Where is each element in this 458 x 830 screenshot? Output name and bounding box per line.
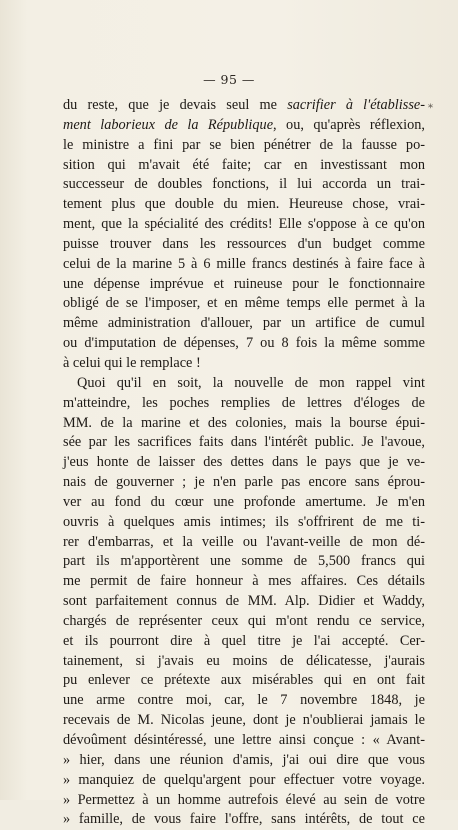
text-line: chargés de représenter ceux qui m'ont rendu ce service, [63, 612, 425, 629]
text-line: ver au fond du cœur une profonde amertume. Je m'en [63, 493, 425, 510]
text-line: sition qui m'avait été faite; car en investissant mon [63, 156, 425, 173]
text-line: m'atteindre, les poches remplies de lettres d'éloges de [63, 394, 425, 411]
text-line: à celui qui le remplace ! [63, 354, 201, 371]
text-line: j'eus honte de laisser des dettes dans le pays que je ve- [63, 454, 425, 471]
text-line: et ils pourront dire à quel titre je l'ai accepté. Cer- [63, 632, 425, 649]
text-line: MM. de la marine et des colonies, mais la bourse épui- [63, 414, 425, 431]
text-line: recevais de M. Nicolas jeune, dont je n'oublierai jamais le [63, 712, 425, 729]
text-line: sont parfaitement connus de MM. Alp. Didier et Waddy, [63, 593, 425, 610]
text-line: obligé de se l'imposer, et en même temps elle permet à la [63, 295, 425, 312]
text-line: successeur de doubles fonctions, il lui accorda un trai- [63, 176, 425, 193]
text-line: puisse trouver dans les ressources d'un budget comme [63, 235, 425, 252]
text-line: même administration d'allouer, par un artifice de cumul [63, 315, 425, 332]
text-line: du reste, que je devais seul me sacrifier à l'établisse- [63, 97, 425, 113]
text-line: part ils m'apportèrent une somme de 5,500 francs qui [63, 553, 425, 570]
text-line: ouvris à quelques amis intimes; ils s'offrirent de me ti- [63, 513, 425, 530]
text-line: le ministre a fini par se bien pénétrer de la fausse po- [63, 136, 425, 153]
text-line: sée par les sacrifices faits dans l'intérêt public. Je l'avoue, [63, 434, 425, 451]
text-line: » hier, dans une réunion d'amis, j'ai oui dire que vous [63, 751, 425, 768]
text-line: pu enlever ce prétexte aux misérables qui en ont fait [63, 672, 425, 689]
text-line: » Permettez à un homme autrefois élevé au sein de votre [63, 791, 425, 808]
text-line: une arme contre moi, car, le 7 novembre 1848, je [63, 692, 425, 709]
text-line: ment laborieux de la République, ou, qu'après réflexion, [63, 116, 426, 133]
text-line: tainement, si j'avais eu moins de délicatesse, j'aurais [63, 652, 425, 669]
page-number: — 95 — [203, 72, 255, 87]
text-line: ment, que la spécialité des crédits! Elle s'oppose à ce qu'on [63, 216, 425, 233]
text-line: celui de la marine 5 à 6 mille francs destinés à faire face à [63, 255, 425, 272]
text-line: nais de gouverner ; je n'en parle pas encore sans éprou- [63, 474, 425, 491]
text-line: me permit de faire honneur à mes affaires. Ces détails [63, 573, 425, 590]
text-line: une dépense imprévue et ruineuse pour le fonctionnaire [63, 275, 425, 292]
text-line: ou d'imputation de dépenses, 7 ou 8 fois la même somme [63, 335, 425, 352]
text-line: » famille, de vous faire l'offre, sans intérêts, de tout ce [63, 811, 425, 828]
text-line: tement plus que double du mien. Heureuse chose, vrai- [63, 196, 425, 213]
text-line: Quoi qu'il en soit, la nouvelle de mon rappel vint [77, 374, 425, 391]
text-line: » manquiez de quelqu'argent pour effectuer votre voyage. [63, 771, 425, 788]
text-line: rer d'embarras, et la veille ou l'avant-veille de mon dé- [63, 533, 425, 550]
margin-mark: * [428, 103, 433, 114]
body-text [63, 96, 425, 830]
text-line: dévoûment désintéressé, une lettre ainsi conçue : « Avant- [63, 732, 425, 748]
